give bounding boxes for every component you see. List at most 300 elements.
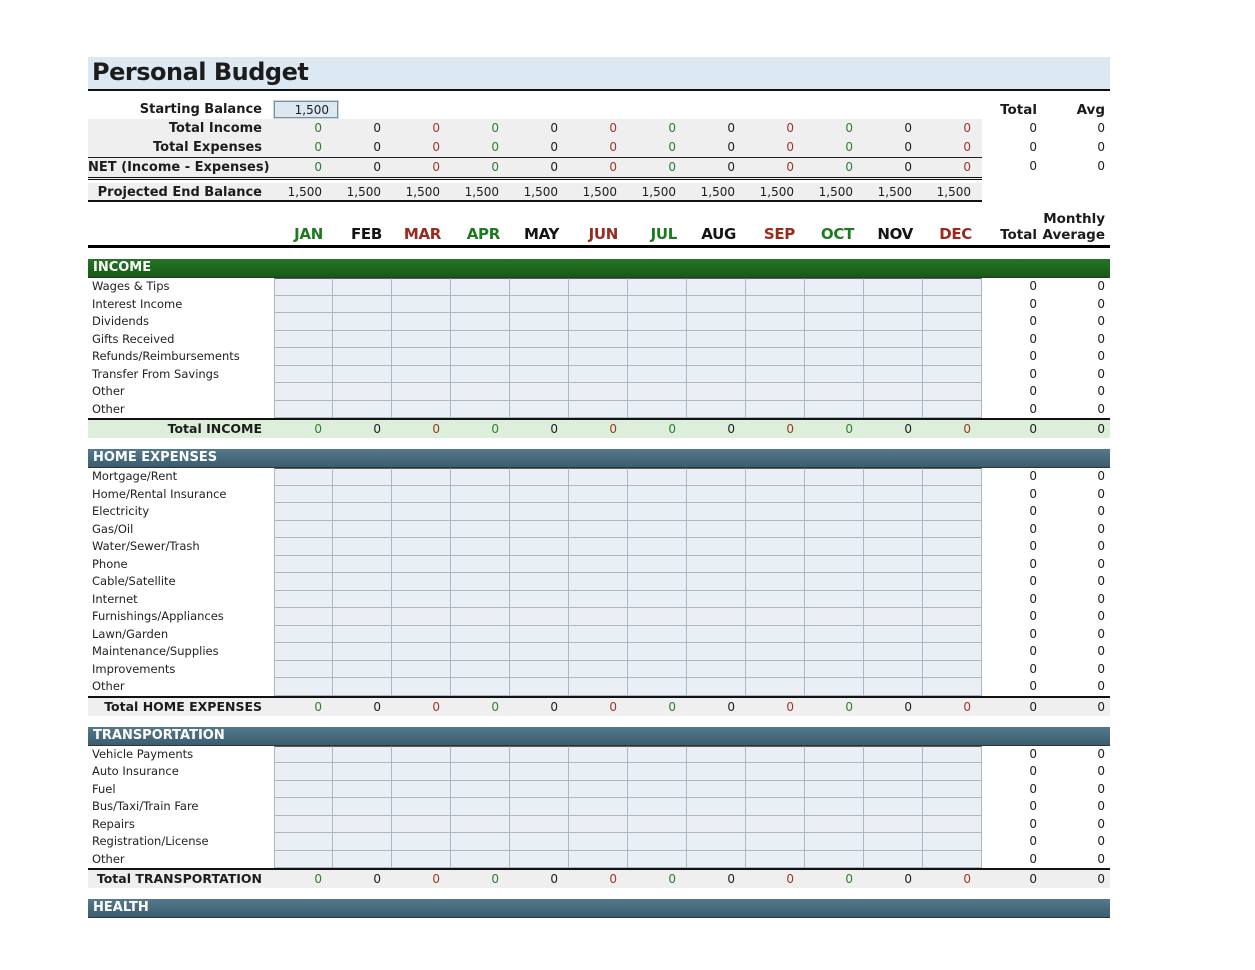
data-entry-cell[interactable] <box>628 278 687 296</box>
data-entry-cell[interactable] <box>392 556 451 574</box>
data-entry-cell[interactable] <box>864 746 923 764</box>
data-entry-cell[interactable] <box>923 608 982 626</box>
data-entry-cell[interactable] <box>333 781 392 799</box>
data-entry-cell[interactable] <box>333 486 392 504</box>
data-entry-cell[interactable] <box>569 851 628 869</box>
data-entry-cell[interactable] <box>333 296 392 314</box>
data-entry-cell[interactable] <box>392 503 451 521</box>
data-entry-cell[interactable] <box>923 746 982 764</box>
data-entry-cell[interactable] <box>451 851 510 869</box>
data-entry-cell[interactable] <box>569 608 628 626</box>
data-entry-cell[interactable] <box>274 503 333 521</box>
data-entry-cell[interactable] <box>392 521 451 539</box>
data-entry-cell[interactable] <box>274 626 333 644</box>
data-entry-cell[interactable] <box>333 278 392 296</box>
data-entry-cell[interactable] <box>864 678 923 696</box>
data-entry-cell[interactable] <box>392 296 451 314</box>
data-entry-cell[interactable] <box>274 348 333 366</box>
data-entry-cell[interactable] <box>569 833 628 851</box>
data-entry-cell[interactable] <box>628 573 687 591</box>
data-entry-cell[interactable] <box>864 798 923 816</box>
data-entry-cell[interactable] <box>628 798 687 816</box>
data-entry-cell[interactable] <box>510 816 569 834</box>
data-entry-cell[interactable] <box>392 626 451 644</box>
data-entry-cell[interactable] <box>628 486 687 504</box>
data-entry-cell[interactable] <box>510 661 569 679</box>
data-entry-cell[interactable] <box>569 573 628 591</box>
data-entry-cell[interactable] <box>923 296 982 314</box>
data-entry-cell[interactable] <box>628 348 687 366</box>
data-entry-cell[interactable] <box>628 661 687 679</box>
data-entry-cell[interactable] <box>746 763 805 781</box>
data-entry-cell[interactable] <box>628 763 687 781</box>
data-entry-cell[interactable] <box>392 678 451 696</box>
data-entry-cell[interactable] <box>569 366 628 384</box>
data-entry-cell[interactable] <box>923 573 982 591</box>
data-entry-cell[interactable] <box>923 816 982 834</box>
data-entry-cell[interactable] <box>451 643 510 661</box>
data-entry-cell[interactable] <box>687 608 746 626</box>
data-entry-cell[interactable] <box>274 591 333 609</box>
data-entry-cell[interactable] <box>274 331 333 349</box>
data-entry-cell[interactable] <box>687 313 746 331</box>
data-entry-cell[interactable] <box>510 556 569 574</box>
data-entry-cell[interactable] <box>805 608 864 626</box>
data-entry-cell[interactable] <box>510 296 569 314</box>
data-entry-cell[interactable] <box>333 313 392 331</box>
data-entry-cell[interactable] <box>628 746 687 764</box>
data-entry-cell[interactable] <box>746 833 805 851</box>
data-entry-cell[interactable] <box>746 608 805 626</box>
data-entry-cell[interactable] <box>746 486 805 504</box>
data-entry-cell[interactable] <box>687 538 746 556</box>
data-entry-cell[interactable] <box>569 643 628 661</box>
data-entry-cell[interactable] <box>392 781 451 799</box>
data-entry-cell[interactable] <box>510 678 569 696</box>
data-entry-cell[interactable] <box>805 278 864 296</box>
data-entry-cell[interactable] <box>392 816 451 834</box>
data-entry-cell[interactable] <box>687 781 746 799</box>
data-entry-cell[interactable] <box>451 781 510 799</box>
data-entry-cell[interactable] <box>864 468 923 486</box>
data-entry-cell[interactable] <box>805 348 864 366</box>
data-entry-cell[interactable] <box>274 746 333 764</box>
data-entry-cell[interactable] <box>274 468 333 486</box>
data-entry-cell[interactable] <box>687 833 746 851</box>
data-entry-cell[interactable] <box>569 521 628 539</box>
data-entry-cell[interactable] <box>569 383 628 401</box>
data-entry-cell[interactable] <box>923 626 982 644</box>
data-entry-cell[interactable] <box>923 661 982 679</box>
data-entry-cell[interactable] <box>510 503 569 521</box>
data-entry-cell[interactable] <box>628 556 687 574</box>
data-entry-cell[interactable] <box>569 798 628 816</box>
data-entry-cell[interactable] <box>805 503 864 521</box>
data-entry-cell[interactable] <box>628 313 687 331</box>
data-entry-cell[interactable] <box>923 643 982 661</box>
data-entry-cell[interactable] <box>392 366 451 384</box>
data-entry-cell[interactable] <box>864 521 923 539</box>
data-entry-cell[interactable] <box>805 643 864 661</box>
data-entry-cell[interactable] <box>333 538 392 556</box>
data-entry-cell[interactable] <box>687 521 746 539</box>
data-entry-cell[interactable] <box>923 556 982 574</box>
data-entry-cell[interactable] <box>805 746 864 764</box>
data-entry-cell[interactable] <box>628 401 687 419</box>
data-entry-cell[interactable] <box>628 383 687 401</box>
data-entry-cell[interactable] <box>746 816 805 834</box>
data-entry-cell[interactable] <box>805 661 864 679</box>
data-entry-cell[interactable] <box>451 591 510 609</box>
data-entry-cell[interactable] <box>864 486 923 504</box>
data-entry-cell[interactable] <box>569 591 628 609</box>
data-entry-cell[interactable] <box>923 833 982 851</box>
data-entry-cell[interactable] <box>746 798 805 816</box>
data-entry-cell[interactable] <box>687 746 746 764</box>
data-entry-cell[interactable] <box>746 678 805 696</box>
data-entry-cell[interactable] <box>333 763 392 781</box>
data-entry-cell[interactable] <box>746 313 805 331</box>
data-entry-cell[interactable] <box>569 763 628 781</box>
data-entry-cell[interactable] <box>451 833 510 851</box>
data-entry-cell[interactable] <box>864 366 923 384</box>
data-entry-cell[interactable] <box>628 816 687 834</box>
data-entry-cell[interactable] <box>451 366 510 384</box>
data-entry-cell[interactable] <box>274 661 333 679</box>
data-entry-cell[interactable] <box>923 486 982 504</box>
data-entry-cell[interactable] <box>569 401 628 419</box>
data-entry-cell[interactable] <box>333 851 392 869</box>
data-entry-cell[interactable] <box>746 573 805 591</box>
data-entry-cell[interactable] <box>451 573 510 591</box>
data-entry-cell[interactable] <box>569 468 628 486</box>
data-entry-cell[interactable] <box>569 278 628 296</box>
data-entry-cell[interactable] <box>746 278 805 296</box>
data-entry-cell[interactable] <box>746 366 805 384</box>
data-entry-cell[interactable] <box>510 573 569 591</box>
data-entry-cell[interactable] <box>392 383 451 401</box>
data-entry-cell[interactable] <box>746 591 805 609</box>
data-entry-cell[interactable] <box>392 833 451 851</box>
data-entry-cell[interactable] <box>569 538 628 556</box>
data-entry-cell[interactable] <box>274 366 333 384</box>
data-entry-cell[interactable] <box>923 331 982 349</box>
data-entry-cell[interactable] <box>923 401 982 419</box>
data-entry-cell[interactable] <box>805 781 864 799</box>
data-entry-cell[interactable] <box>628 538 687 556</box>
data-entry-cell[interactable] <box>333 521 392 539</box>
data-entry-cell[interactable] <box>510 833 569 851</box>
data-entry-cell[interactable] <box>864 626 923 644</box>
data-entry-cell[interactable] <box>451 556 510 574</box>
data-entry-cell[interactable] <box>746 661 805 679</box>
data-entry-cell[interactable] <box>805 313 864 331</box>
data-entry-cell[interactable] <box>274 816 333 834</box>
data-entry-cell[interactable] <box>628 851 687 869</box>
data-entry-cell[interactable] <box>805 383 864 401</box>
data-entry-cell[interactable] <box>864 573 923 591</box>
data-entry-cell[interactable] <box>451 678 510 696</box>
data-entry-cell[interactable] <box>864 401 923 419</box>
data-entry-cell[interactable] <box>746 556 805 574</box>
data-entry-cell[interactable] <box>687 556 746 574</box>
data-entry-cell[interactable] <box>510 626 569 644</box>
data-entry-cell[interactable] <box>864 833 923 851</box>
data-entry-cell[interactable] <box>274 521 333 539</box>
data-entry-cell[interactable] <box>923 366 982 384</box>
starting-balance-input[interactable]: 1,500 <box>274 101 338 118</box>
data-entry-cell[interactable] <box>923 781 982 799</box>
data-entry-cell[interactable] <box>510 331 569 349</box>
data-entry-cell[interactable] <box>392 763 451 781</box>
data-entry-cell[interactable] <box>510 486 569 504</box>
data-entry-cell[interactable] <box>333 626 392 644</box>
data-entry-cell[interactable] <box>923 468 982 486</box>
data-entry-cell[interactable] <box>333 798 392 816</box>
data-entry-cell[interactable] <box>569 678 628 696</box>
data-entry-cell[interactable] <box>510 643 569 661</box>
data-entry-cell[interactable] <box>687 816 746 834</box>
data-entry-cell[interactable] <box>333 383 392 401</box>
data-entry-cell[interactable] <box>805 763 864 781</box>
data-entry-cell[interactable] <box>746 746 805 764</box>
data-entry-cell[interactable] <box>510 383 569 401</box>
data-entry-cell[interactable] <box>628 331 687 349</box>
data-entry-cell[interactable] <box>510 278 569 296</box>
data-entry-cell[interactable] <box>451 661 510 679</box>
data-entry-cell[interactable] <box>569 503 628 521</box>
data-entry-cell[interactable] <box>923 503 982 521</box>
data-entry-cell[interactable] <box>569 331 628 349</box>
data-entry-cell[interactable] <box>510 313 569 331</box>
data-entry-cell[interactable] <box>805 486 864 504</box>
data-entry-cell[interactable] <box>510 608 569 626</box>
data-entry-cell[interactable] <box>805 573 864 591</box>
data-entry-cell[interactable] <box>510 521 569 539</box>
data-entry-cell[interactable] <box>333 556 392 574</box>
data-entry-cell[interactable] <box>805 296 864 314</box>
data-entry-cell[interactable] <box>569 661 628 679</box>
data-entry-cell[interactable] <box>923 851 982 869</box>
data-entry-cell[interactable] <box>392 348 451 366</box>
data-entry-cell[interactable] <box>569 556 628 574</box>
data-entry-cell[interactable] <box>687 661 746 679</box>
data-entry-cell[interactable] <box>628 366 687 384</box>
data-entry-cell[interactable] <box>274 401 333 419</box>
data-entry-cell[interactable] <box>392 401 451 419</box>
data-entry-cell[interactable] <box>805 816 864 834</box>
data-entry-cell[interactable] <box>746 331 805 349</box>
data-entry-cell[interactable] <box>864 608 923 626</box>
data-entry-cell[interactable] <box>805 521 864 539</box>
data-entry-cell[interactable] <box>569 313 628 331</box>
data-entry-cell[interactable] <box>274 851 333 869</box>
data-entry-cell[interactable] <box>392 746 451 764</box>
data-entry-cell[interactable] <box>864 278 923 296</box>
data-entry-cell[interactable] <box>687 591 746 609</box>
data-entry-cell[interactable] <box>628 468 687 486</box>
data-entry-cell[interactable] <box>274 538 333 556</box>
data-entry-cell[interactable] <box>392 643 451 661</box>
data-entry-cell[interactable] <box>687 678 746 696</box>
data-entry-cell[interactable] <box>923 763 982 781</box>
data-entry-cell[interactable] <box>746 401 805 419</box>
data-entry-cell[interactable] <box>628 503 687 521</box>
data-entry-cell[interactable] <box>392 331 451 349</box>
data-entry-cell[interactable] <box>451 816 510 834</box>
data-entry-cell[interactable] <box>687 383 746 401</box>
data-entry-cell[interactable] <box>451 763 510 781</box>
data-entry-cell[interactable] <box>687 366 746 384</box>
data-entry-cell[interactable] <box>274 763 333 781</box>
data-entry-cell[interactable] <box>333 746 392 764</box>
data-entry-cell[interactable] <box>333 573 392 591</box>
data-entry-cell[interactable] <box>451 278 510 296</box>
data-entry-cell[interactable] <box>274 833 333 851</box>
data-entry-cell[interactable] <box>451 486 510 504</box>
data-entry-cell[interactable] <box>451 521 510 539</box>
data-entry-cell[interactable] <box>746 468 805 486</box>
data-entry-cell[interactable] <box>451 626 510 644</box>
data-entry-cell[interactable] <box>805 678 864 696</box>
data-entry-cell[interactable] <box>746 503 805 521</box>
data-entry-cell[interactable] <box>628 833 687 851</box>
data-entry-cell[interactable] <box>392 573 451 591</box>
data-entry-cell[interactable] <box>451 401 510 419</box>
data-entry-cell[interactable] <box>746 781 805 799</box>
data-entry-cell[interactable] <box>333 643 392 661</box>
data-entry-cell[interactable] <box>923 313 982 331</box>
data-entry-cell[interactable] <box>687 763 746 781</box>
data-entry-cell[interactable] <box>333 678 392 696</box>
data-entry-cell[interactable] <box>392 313 451 331</box>
data-entry-cell[interactable] <box>805 591 864 609</box>
data-entry-cell[interactable] <box>746 296 805 314</box>
data-entry-cell[interactable] <box>333 468 392 486</box>
data-entry-cell[interactable] <box>333 366 392 384</box>
data-entry-cell[interactable] <box>923 521 982 539</box>
data-entry-cell[interactable] <box>510 851 569 869</box>
data-entry-cell[interactable] <box>746 383 805 401</box>
data-entry-cell[interactable] <box>274 608 333 626</box>
data-entry-cell[interactable] <box>628 781 687 799</box>
data-entry-cell[interactable] <box>392 851 451 869</box>
data-entry-cell[interactable] <box>628 521 687 539</box>
data-entry-cell[interactable] <box>333 348 392 366</box>
data-entry-cell[interactable] <box>628 296 687 314</box>
data-entry-cell[interactable] <box>451 608 510 626</box>
data-entry-cell[interactable] <box>805 833 864 851</box>
data-entry-cell[interactable] <box>569 816 628 834</box>
data-entry-cell[interactable] <box>687 486 746 504</box>
data-entry-cell[interactable] <box>510 763 569 781</box>
data-entry-cell[interactable] <box>510 746 569 764</box>
data-entry-cell[interactable] <box>864 348 923 366</box>
data-entry-cell[interactable] <box>687 296 746 314</box>
data-entry-cell[interactable] <box>274 383 333 401</box>
data-entry-cell[interactable] <box>628 678 687 696</box>
data-entry-cell[interactable] <box>274 313 333 331</box>
data-entry-cell[interactable] <box>864 538 923 556</box>
data-entry-cell[interactable] <box>510 798 569 816</box>
data-entry-cell[interactable] <box>333 816 392 834</box>
data-entry-cell[interactable] <box>510 348 569 366</box>
data-entry-cell[interactable] <box>274 678 333 696</box>
data-entry-cell[interactable] <box>864 643 923 661</box>
data-entry-cell[interactable] <box>864 296 923 314</box>
data-entry-cell[interactable] <box>274 643 333 661</box>
data-entry-cell[interactable] <box>274 486 333 504</box>
data-entry-cell[interactable] <box>923 278 982 296</box>
data-entry-cell[interactable] <box>274 798 333 816</box>
data-entry-cell[interactable] <box>451 331 510 349</box>
data-entry-cell[interactable] <box>923 383 982 401</box>
data-entry-cell[interactable] <box>569 296 628 314</box>
data-entry-cell[interactable] <box>864 503 923 521</box>
data-entry-cell[interactable] <box>687 468 746 486</box>
data-entry-cell[interactable] <box>510 781 569 799</box>
data-entry-cell[interactable] <box>687 626 746 644</box>
data-entry-cell[interactable] <box>392 468 451 486</box>
data-entry-cell[interactable] <box>510 468 569 486</box>
data-entry-cell[interactable] <box>569 348 628 366</box>
data-entry-cell[interactable] <box>274 278 333 296</box>
data-entry-cell[interactable] <box>687 851 746 869</box>
data-entry-cell[interactable] <box>864 313 923 331</box>
data-entry-cell[interactable] <box>746 851 805 869</box>
data-entry-cell[interactable] <box>392 608 451 626</box>
data-entry-cell[interactable] <box>628 643 687 661</box>
data-entry-cell[interactable] <box>923 348 982 366</box>
data-entry-cell[interactable] <box>805 556 864 574</box>
data-entry-cell[interactable] <box>569 626 628 644</box>
data-entry-cell[interactable] <box>451 746 510 764</box>
data-entry-cell[interactable] <box>333 331 392 349</box>
data-entry-cell[interactable] <box>687 573 746 591</box>
data-entry-cell[interactable] <box>510 401 569 419</box>
data-entry-cell[interactable] <box>451 383 510 401</box>
data-entry-cell[interactable] <box>392 591 451 609</box>
data-entry-cell[interactable] <box>687 643 746 661</box>
data-entry-cell[interactable] <box>451 503 510 521</box>
data-entry-cell[interactable] <box>392 538 451 556</box>
data-entry-cell[interactable] <box>274 781 333 799</box>
data-entry-cell[interactable] <box>274 556 333 574</box>
data-entry-cell[interactable] <box>392 278 451 296</box>
data-entry-cell[interactable] <box>805 851 864 869</box>
data-entry-cell[interactable] <box>805 331 864 349</box>
data-entry-cell[interactable] <box>805 468 864 486</box>
data-entry-cell[interactable] <box>746 626 805 644</box>
data-entry-cell[interactable] <box>746 643 805 661</box>
data-entry-cell[interactable] <box>923 798 982 816</box>
data-entry-cell[interactable] <box>687 401 746 419</box>
data-entry-cell[interactable] <box>864 331 923 349</box>
data-entry-cell[interactable] <box>864 763 923 781</box>
data-entry-cell[interactable] <box>805 626 864 644</box>
data-entry-cell[interactable] <box>864 816 923 834</box>
data-entry-cell[interactable] <box>687 503 746 521</box>
data-entry-cell[interactable] <box>864 591 923 609</box>
data-entry-cell[interactable] <box>333 608 392 626</box>
data-entry-cell[interactable] <box>923 678 982 696</box>
data-entry-cell[interactable] <box>333 401 392 419</box>
data-entry-cell[interactable] <box>923 538 982 556</box>
data-entry-cell[interactable] <box>451 296 510 314</box>
data-entry-cell[interactable] <box>628 626 687 644</box>
data-entry-cell[interactable] <box>451 313 510 331</box>
data-entry-cell[interactable] <box>687 278 746 296</box>
